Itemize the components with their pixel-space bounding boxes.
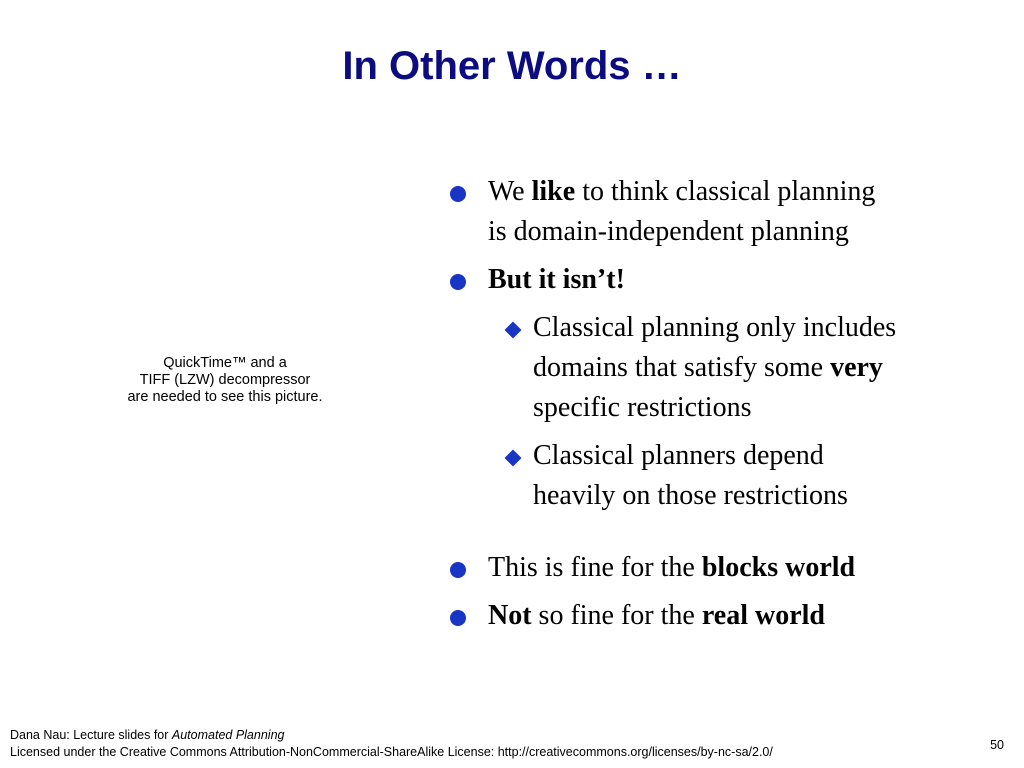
sub-bullet-item xyxy=(450,308,1010,428)
bold-text: real world xyxy=(701,600,825,631)
bullet-dot-icon xyxy=(450,610,466,626)
bullet-line xyxy=(488,596,1010,636)
text: so fine for the xyxy=(531,600,702,631)
bullet-dot-icon xyxy=(450,562,466,578)
bullet-item xyxy=(450,548,1010,588)
footer-line xyxy=(10,727,773,744)
placeholder-line: QuickTime™ and a xyxy=(163,355,287,371)
text: This is fine for the xyxy=(488,552,702,583)
bullet-line xyxy=(488,260,1010,300)
slide-title: In Other Words … xyxy=(342,44,682,88)
page-number: 50 xyxy=(990,738,1004,752)
bold-text: But it isn’t! xyxy=(488,264,625,295)
bold-text: like xyxy=(531,176,576,207)
placeholder-line: TIFF (LZW) decompressor xyxy=(139,372,311,388)
image-placeholder xyxy=(100,355,350,406)
bullet-item xyxy=(450,172,1010,252)
text: domains that satisfy some xyxy=(533,352,831,383)
bullet-diamond-icon xyxy=(505,322,522,339)
bullet-list xyxy=(450,172,1010,636)
bullet-line: is domain-independent planning xyxy=(488,216,849,247)
bold-text: blocks world xyxy=(701,552,856,583)
bold-text: very xyxy=(830,352,883,383)
text: to think classical planning xyxy=(575,176,876,207)
license-line: Licensed under the Creative Commons Attribution-NonCommercial-ShareAlike License: http://creativecommons.org/licenses/by-nc-sa/2.0/ xyxy=(10,745,773,759)
book-title: Automated Planning xyxy=(171,728,285,742)
bullet-line: Classical planners depend xyxy=(533,440,824,471)
placeholder-line: are needed to see this picture. xyxy=(127,389,323,405)
bullet-line xyxy=(533,348,1010,388)
bullet-line xyxy=(488,548,1010,588)
bullet-dot-icon xyxy=(450,274,466,290)
bullet-line: Classical planning only includes xyxy=(533,312,897,343)
bullet-item xyxy=(450,260,1010,300)
sub-bullet-item xyxy=(450,436,1010,516)
bullet-line: specific restrictions xyxy=(533,392,752,423)
bullet-diamond-icon xyxy=(505,450,522,467)
bullet-dot-icon xyxy=(450,186,466,202)
bullet-item xyxy=(450,596,1010,636)
bullet-line: heavily on those restrictions xyxy=(533,480,848,511)
bold-text: Not xyxy=(488,600,532,631)
footer xyxy=(10,727,773,761)
text: We xyxy=(488,176,532,207)
bullet-line xyxy=(488,172,1010,212)
text: Dana Nau: Lecture slides for xyxy=(10,728,172,742)
